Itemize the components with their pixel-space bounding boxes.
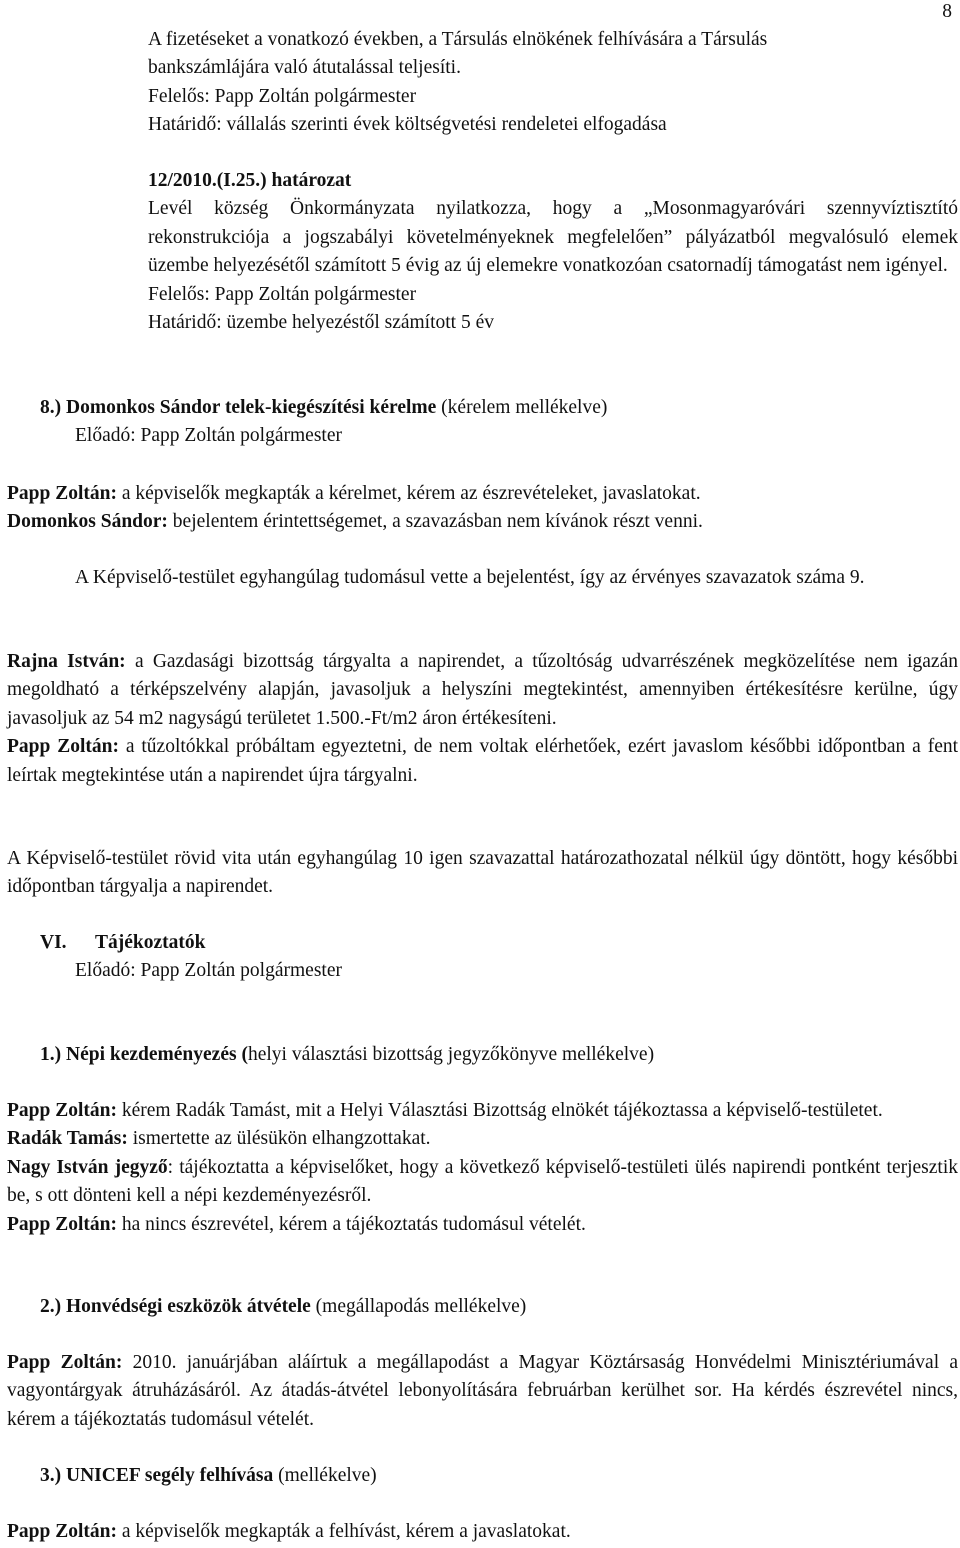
speech-text: ismertette az ülésükön elhangzottakat. xyxy=(132,1128,431,1150)
item-presenter: Előadó: Papp Zoltán polgármester xyxy=(75,425,342,447)
section-numeral: VI. xyxy=(40,932,67,953)
speaker-name: Papp Zoltán: xyxy=(7,1521,117,1542)
info-item-3-heading xyxy=(40,1462,958,1490)
item-note: (kérelem mellékelve) xyxy=(441,397,608,418)
speech xyxy=(7,1349,958,1434)
item-number: 8.) xyxy=(40,397,62,418)
item-title: UNICEF segély felhívása xyxy=(66,1465,274,1486)
speech-text: kérem Radák Tamást, mit a Helyi Választási Bizottság elnökét tájékoztassa a képviselő-testületet. xyxy=(121,1100,883,1121)
agenda-item-8 xyxy=(40,394,958,451)
speaker-name: Rajna István: xyxy=(7,651,126,672)
speaker-name: Radák Tamás: xyxy=(7,1128,128,1150)
speech xyxy=(7,1154,958,1211)
text-line: A fizetéseket a vonatkozó években, a Társulás elnökének felhívására a Társulás xyxy=(148,29,768,50)
speech xyxy=(7,733,958,790)
vote-result-2: A Képviselő-testület rövid vita után egyhangúlag 10 igen szavazattal határozathozatal nélkül úgy döntött, hogy későbbi időpontban tárgyalja a napirendet. xyxy=(7,848,958,898)
speaker-name: Papp Zoltán: xyxy=(7,483,117,504)
speech-text: bejelentem érintettségemet, a szavazásban nem kívánok részt venni. xyxy=(172,511,703,533)
agenda-item-heading xyxy=(40,394,958,422)
item-note: (megállapodás mellékelve) xyxy=(315,1296,527,1317)
resolution-responsible: Felelős: Papp Zoltán polgármester xyxy=(148,283,417,305)
dialogue-block-1 xyxy=(7,480,958,537)
text-line: bankszámlájára való átutalással teljesíti. xyxy=(148,57,461,79)
speech xyxy=(7,480,958,508)
speech xyxy=(7,1518,958,1546)
speaker-name: Domonkos Sándor: xyxy=(7,511,168,533)
resolution-body: Levél község Önkormányzata nyilatkozza, hogy a „Mosonmagyaróvári szennyvíztisztító rekonstrukciója a jogszabályi követelményeknek megfelelően” pályázatból megvalósuló elemek üzembe helyezésétől számított 5 évig az új elemekre vonatkozóan csatornadíj támogatást nem igényel. xyxy=(148,198,958,277)
section-vi xyxy=(40,929,958,986)
resolution-deadline: Határidő: üzembe helyezéstől számított 5 év xyxy=(148,312,495,334)
info-item-1-dialogue xyxy=(7,1097,958,1239)
item-title: Honvédségi eszközök átvétele xyxy=(66,1296,311,1317)
section-presenter: Előadó: Papp Zoltán polgármester xyxy=(75,960,342,982)
speaker-name: Nagy István jegyző xyxy=(7,1156,168,1178)
item-number: 1.) xyxy=(40,1044,62,1065)
speech-text: a képviselők megkapták a felhívást, kérem a javaslatokat. xyxy=(121,1521,571,1542)
item-number: 3.) xyxy=(40,1465,62,1486)
speech-text: a képviselők megkapták a kérelmet, kérem az észrevételeket, javaslatokat. xyxy=(121,483,701,504)
speech xyxy=(7,508,958,536)
page-number: 8 xyxy=(942,1,952,22)
section-heading xyxy=(40,929,958,957)
resolution-title: 12/2010.(I.25.) határozat xyxy=(148,170,352,191)
item-note: helyi választási bizottság jegyzőkönyve mellékelve) xyxy=(247,1044,655,1065)
speech-text: ha nincs észrevétel, kérem a tájékoztatás tudomásul vételét. xyxy=(121,1213,586,1235)
speaker-name: Papp Zoltán: xyxy=(7,736,119,758)
item-number: 2.) xyxy=(40,1296,62,1317)
info-item-2-dialogue xyxy=(7,1349,958,1434)
speech-text: 2010. januárjában aláírtuk a megállapodást a Magyar Köztársaság Honvédelmi Minisztériumával a vagyontárgyak átruházásáról. Az átadás-átvétel lebonyolítására februárban kerülhet sor. Ha kérdés észrevétel nincs, kérem a tájékoztatás tudomásul vételét. xyxy=(7,1352,959,1430)
speaker-name: Papp Zoltán: xyxy=(7,1352,123,1373)
speech xyxy=(7,1125,958,1153)
previous-item-text xyxy=(148,26,958,140)
responsible-line: Felelős: Papp Zoltán polgármester xyxy=(148,85,417,107)
speech xyxy=(7,1097,958,1125)
speech-text: a tűzoltókkal próbáltam egyeztetni, de nem voltak elérhetőek, ezért javaslom későbbi időpontban a fent leírtak megtekintése után a napirendet újra tárgyalni. xyxy=(7,736,959,786)
speech xyxy=(7,648,958,733)
resolution-block xyxy=(148,167,958,337)
dialogue-block-2 xyxy=(7,648,958,790)
speech xyxy=(7,1211,958,1239)
speech-text: a Gazdasági bizottság tárgyalta a napirendet, a tűzoltóság udvarrészének megközelítése nem igazán megoldható a térképszelvény alapján, javasoljuk a helyszíni megtekintést, amennyiben értékesítésre kerülne, úgy javasoljuk az 54 m2 nagyságú területet 1.500.-Ft/m2 áron értékesíteni. xyxy=(7,651,958,729)
speaker-name: Papp Zoltán: xyxy=(7,1213,117,1235)
item-title: Domonkos Sándor telek-kiegészítési kérelme xyxy=(66,397,437,418)
speaker-name: Papp Zoltán: xyxy=(7,1100,117,1121)
deadline-line: Határidő: vállalás szerinti évek költségvetési rendeletei elfogadása xyxy=(148,114,667,136)
info-item-1-heading xyxy=(40,1041,958,1069)
info-item-2-heading xyxy=(40,1293,958,1321)
info-item-3-dialogue xyxy=(7,1518,958,1546)
item-title: Népi kezdeményezés ( xyxy=(66,1044,248,1065)
section-title: Tájékoztatók xyxy=(95,932,206,953)
vote-result-1: A Képviselő-testület egyhangúlag tudomásul vette a bejelentést, így az érvényes szavazatok száma 9. xyxy=(75,567,865,588)
item-note: (mellékelve) xyxy=(278,1465,377,1486)
speech-text: : tájékoztatta a képviselőket, hogy a következő képviselő-testületi ülés napirendi pontként terjesztik be, s ott dönteni kell a népi kezdeményezésről. xyxy=(7,1156,958,1207)
